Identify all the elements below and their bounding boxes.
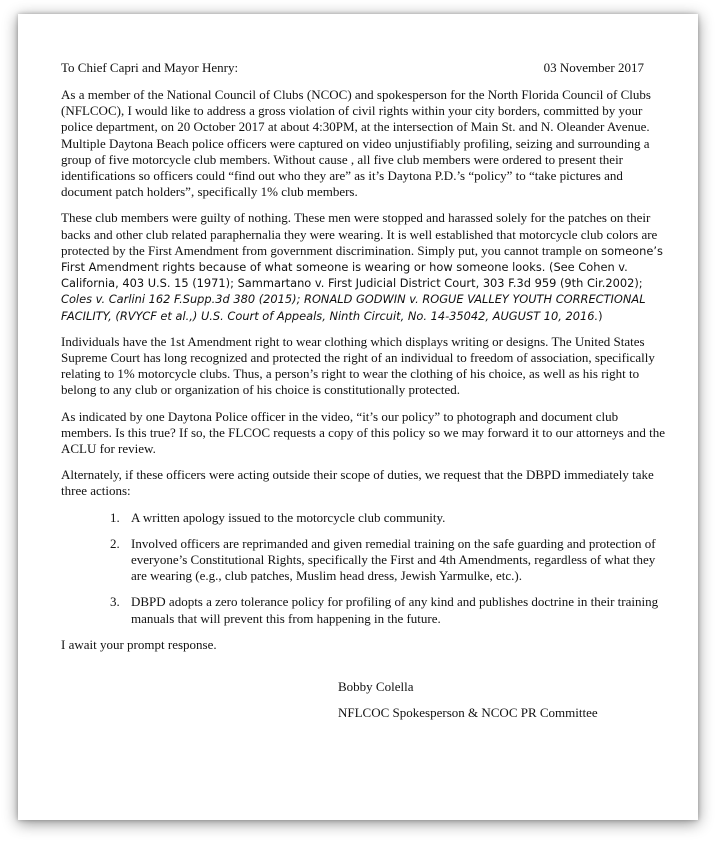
paragraph-2-citations: someone’s First Amendment rights because of what someone is wearing or how someone looks. (See Cohen v. California, 403 U.S. 15 (1971); Sammartano v. First Judicial District Court, 303 F.3d 959 (9th Cir.2002); xyxy=(61,243,663,291)
paragraph-2-text: These club members were guilty of nothing. These men were stopped and harassed solely for the patches on their backs and other club related paraphernalia they were wearing. It is well established that motorcycle club colors are protected by the First Amendment from government discrimination. Simply put, you cannot trample on xyxy=(61,210,658,258)
paragraph-2-italic-citations: Coles v. Carlini 162 F.Supp.3d 380 (2015); RONALD GODWIN v. ROGUE VALLEY YOUTH CORRECTIONAL FACILITY, (RVYCF et al.,) U.S. Court of Appeals, Ninth Circuit, No. 14-35042, AUGUST 10, 2016. xyxy=(61,292,646,323)
letter-date: 03 November 2017 xyxy=(543,60,644,75)
signer-name: Bobby Colella xyxy=(338,679,414,695)
signer-title: NFLCOC Spokesperson & NCOC PR Committee xyxy=(338,705,598,721)
action-item: 1. A written apology issued to the motorcycle club community. xyxy=(123,510,672,526)
actions-list xyxy=(61,510,672,627)
letter-header xyxy=(61,60,672,76)
signature-block xyxy=(338,679,672,721)
salutation: To Chief Capri and Mayor Henry: xyxy=(61,60,239,75)
paragraph-2-close: ) xyxy=(598,308,603,323)
paragraph-2 xyxy=(61,210,672,323)
action-item: 2. Involved officers are reprimanded and given remedial training on the safe guarding and protection of everyone’s Constitutional Rights, specifically the First and 4th Amendments, regardless of what they are wearing (e.g., club patches, Muslim head dress, Jewish Yarmulke, etc.). xyxy=(123,536,672,585)
paragraph-5: Alternately, if these officers were acting outside their scope of duties, we request that the DBPD immediately take three actions: xyxy=(61,467,654,499)
closing-line: I await your prompt response. xyxy=(61,636,217,652)
letter-page xyxy=(18,14,698,820)
paragraph-1: As a member of the National Council of Clubs (NCOC) and spokesperson for the North Florida Council of Clubs (NFLCOC), I would like to address a gross violation of civil rights within your city borders, committed by your police department, on 20 October 2017 at about 4:30PM, at the intersection of Main St. and N. Oleander Avenue. Multiple Daytona Beach police officers were captured on video unjustifiably profiling, seizing and surrounding a group of five motorcycle club members. Without cause , all five club members were ordered to present their identifications so officers could “find out who they are” as it’s Daytona P.D.’s “policy” to “take pictures and document patch holders”, specifically 1% club members. xyxy=(61,87,651,200)
paragraph-3: Individuals have the 1st Amendment right to wear clothing which displays writing or designs. The United States Supreme Court has long recognized and protected the right of an individual to freedom of association, specifically relating to 1% motorcycle clubs. Thus, a person’s right to wear the clothing of his choice, as well as his right to belong to any club or organization of his choice is constitutionally protected. xyxy=(61,333,655,398)
action-item: 3. DBPD adopts a zero tolerance policy for profiling of any kind and publishes doctrine in their training manuals that will prevent this from happening in the future. xyxy=(123,594,672,626)
paragraph-4: As indicated by one Daytona Police officer in the video, “it’s our policy” to photograph and document club members. Is this true? If so, the FLCOC requests a copy of this policy so we may forward it to our attorneys and the ACLU for review. xyxy=(61,408,666,457)
